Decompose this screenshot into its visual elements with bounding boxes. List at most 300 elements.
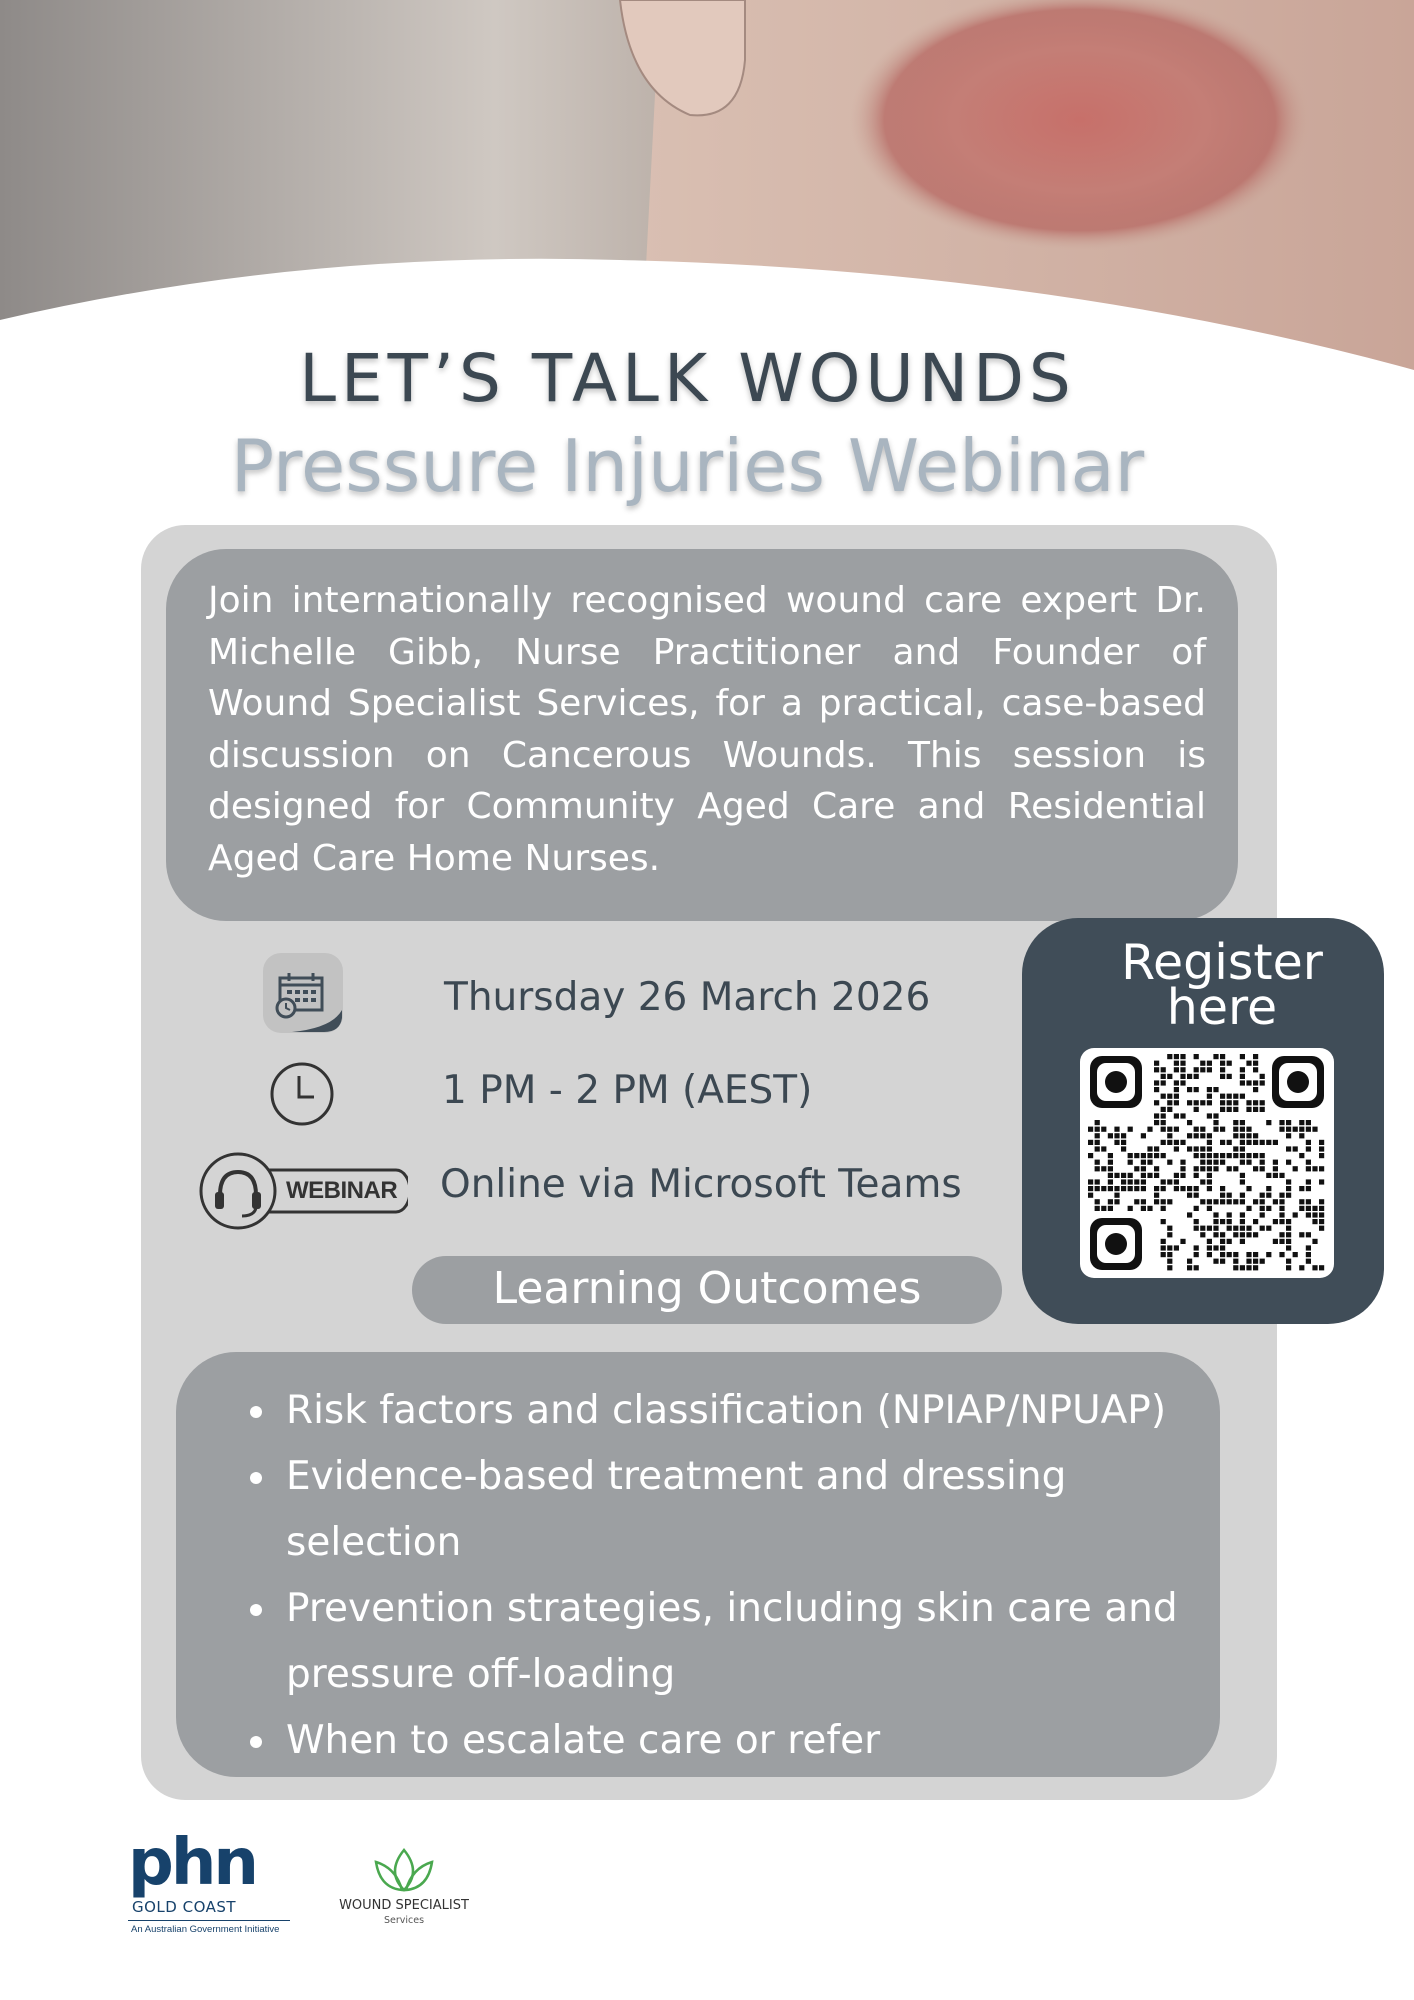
qr-module [1240,1160,1245,1165]
qr-module [1220,1140,1225,1145]
qr-module [1161,1127,1166,1132]
qr-module [1273,1219,1278,1224]
qr-module [1233,1232,1238,1237]
list-item: • Evidence-based treatment and dressing selection [280,1444,1190,1576]
qr-module [1266,1206,1271,1211]
register-card[interactable] [1022,918,1384,1324]
qr-module [1220,1199,1225,1204]
qr-module [1213,1153,1218,1158]
qr-module [1253,1067,1258,1072]
qr-module [1128,1153,1133,1158]
qr-module [1253,1153,1258,1158]
qr-module [1207,1087,1212,1092]
qr-module [1240,1120,1245,1125]
qr-module [1253,1265,1258,1270]
qr-module [1279,1212,1284,1217]
qr-module [1180,1140,1185,1145]
qr-module [1147,1153,1152,1158]
qr-module [1108,1166,1113,1171]
qr-module [1299,1133,1304,1138]
qr-module [1279,1199,1284,1204]
qr-module [1194,1067,1199,1072]
qr-module [1253,1219,1258,1224]
qr-module [1306,1212,1311,1217]
qr-module [1174,1245,1179,1250]
qr-module [1240,1153,1245,1158]
qr-module [1154,1199,1159,1204]
qr-module [1128,1179,1133,1184]
qr-module [1147,1160,1152,1165]
qr-module [1095,1206,1100,1211]
qr-module [1194,1265,1199,1270]
qr-module [1187,1133,1192,1138]
qr-module [1319,1212,1324,1217]
qr-module [1088,1186,1093,1191]
qr-module [1240,1239,1245,1244]
qr-module [1312,1212,1317,1217]
qr-module [1306,1127,1311,1132]
qr-module [1095,1179,1100,1184]
qr-module [1240,1265,1245,1270]
qr-module [1194,1153,1199,1158]
qr-module [1293,1166,1298,1171]
qr-module [1134,1153,1139,1158]
qr-module [1227,1226,1232,1231]
qr-module [1306,1160,1311,1165]
qr-module [1095,1133,1100,1138]
qr-module [1207,1173,1212,1178]
qr-module [1200,1146,1205,1151]
qr-module [1174,1100,1179,1105]
qr-module [1253,1140,1258,1145]
qr-module [1306,1199,1311,1204]
qr-module [1174,1173,1179,1178]
qr-module [1220,1061,1225,1066]
qr-module [1227,1140,1232,1145]
qr-module [1194,1166,1199,1171]
qr-module [1141,1166,1146,1171]
qr-module [1233,1127,1238,1132]
qr-module [1161,1094,1166,1099]
qr-module [1194,1100,1199,1105]
wss-logo-sub: Services [383,1915,425,1926]
qr-module [1121,1133,1126,1138]
webinar-badge-label: WEBINAR [286,1177,398,1204]
qr-module [1088,1153,1093,1158]
qr-module [1167,1160,1172,1165]
qr-module [1306,1245,1311,1250]
qr-module [1207,1140,1212,1145]
qr-module [1174,1054,1179,1059]
qr-module [1141,1179,1146,1184]
qr-module [1220,1054,1225,1059]
qr-module [1286,1193,1291,1198]
wss-logo-name: WOUND SPECIALIST [339,1898,469,1913]
qr-module [1161,1199,1166,1204]
qr-module [1167,1127,1172,1132]
register-line-1: Register [1121,934,1323,991]
qr-module [1220,1239,1225,1244]
qr-module [1187,1087,1192,1092]
event-location: Online via Microsoft Teams [440,1162,962,1207]
qr-module [1114,1186,1119,1191]
qr-module [1246,1259,1251,1264]
qr-module [1227,1153,1232,1158]
qr-module [1207,1252,1212,1257]
qr-module [1167,1252,1172,1257]
qr-module [1213,1226,1218,1231]
qr-module [1312,1265,1317,1270]
qr-module [1279,1219,1284,1224]
qr-module [1260,1226,1265,1231]
qr-module [1154,1087,1159,1092]
qr-module [1200,1160,1205,1165]
qr-module [1161,1067,1166,1072]
qr-module [1273,1140,1278,1145]
qr-module [1319,1219,1324,1224]
qr-module [1279,1252,1284,1257]
qr-module [1260,1160,1265,1165]
qr-module [1286,1179,1291,1184]
qr-module [1213,1259,1218,1264]
qr-module [1253,1232,1258,1237]
qr-module [1167,1074,1172,1079]
qr-module [1227,1252,1232,1257]
qr-module [1233,1094,1238,1099]
qr-module [1213,1113,1218,1118]
leaf-icon [330,1842,478,1898]
qr-module [1088,1179,1093,1184]
qr-module [1187,1186,1192,1191]
qr-module [1220,1074,1225,1079]
qr-module [1220,1245,1225,1250]
qr-module [1167,1100,1172,1105]
qr-module [1147,1206,1152,1211]
qr-module [1194,1074,1199,1079]
qr-module [1187,1259,1192,1264]
qr-module [1319,1206,1324,1211]
qr-module [1220,1160,1225,1165]
qr-module [1253,1061,1258,1066]
qr-module [1207,1245,1212,1250]
page-title: LET’S TALK WOUNDS [299,340,1076,417]
qr-module [1240,1199,1245,1204]
qr-module [1128,1186,1133,1191]
qr-module [1174,1087,1179,1092]
qr-module [1174,1067,1179,1072]
qr-module [1154,1193,1159,1198]
qr-module [1207,1239,1212,1244]
qr-module [1174,1179,1179,1184]
qr-module [1286,1160,1291,1165]
qr-module [1161,1206,1166,1211]
qr-module [1240,1212,1245,1217]
qr-module [1141,1186,1146,1191]
qr-module [1286,1265,1291,1270]
qr-module [1194,1226,1199,1231]
qr-module [1240,1140,1245,1145]
qr-module [1095,1186,1100,1191]
qr-module [1194,1193,1199,1198]
register-qr-code[interactable] [1080,1048,1334,1278]
list-item: • Risk factors and classification (NPIAP/NPUAP) [280,1378,1190,1444]
phn-logo-divider [128,1920,290,1921]
qr-module [1253,1133,1258,1138]
qr-module [1227,1094,1232,1099]
qr-module [1161,1113,1166,1118]
qr-module [1220,1107,1225,1112]
qr-module [1246,1127,1251,1132]
qr-module [1207,1061,1212,1066]
qr-module [1319,1226,1324,1231]
qr-module [1306,1259,1311,1264]
qr-module [1213,1199,1218,1204]
phn-logo-region: GOLD COAST [132,1898,237,1916]
qr-module [1279,1127,1284,1132]
calendar-icon [262,952,344,1034]
qr-module [1167,1133,1172,1138]
qr-module [1240,1179,1245,1184]
qr-module [1213,1166,1218,1171]
hero-photo [0,0,1414,380]
qr-module [1180,1113,1185,1118]
qr-module [1174,1113,1179,1118]
event-date: Thursday 26 March 2026 [444,975,931,1020]
qr-module [1319,1179,1324,1184]
qr-module [1233,1226,1238,1231]
qr-module [1200,1153,1205,1158]
qr-module [1101,1206,1106,1211]
qr-module [1312,1239,1317,1244]
headset-webinar-icon [198,1150,408,1232]
qr-module [1213,1120,1218,1125]
qr-module [1260,1100,1265,1105]
qr-module [1121,1146,1126,1151]
qr-module [1273,1166,1278,1171]
qr-module [1167,1226,1172,1231]
qr-module [1101,1127,1106,1132]
qr-module [1286,1232,1291,1237]
qr-module [1180,1160,1185,1165]
qr-module [1220,1259,1225,1264]
qr-module [1161,1074,1166,1079]
qr-module [1194,1173,1199,1178]
qr-module [1220,1067,1225,1072]
qr-module [1200,1133,1205,1138]
qr-module [1260,1166,1265,1171]
qr-module [1246,1153,1251,1158]
qr-module [1286,1259,1291,1264]
qr-module [1167,1054,1172,1059]
qr-module [1114,1173,1119,1178]
qr-module [1167,1140,1172,1145]
qr-module [1246,1100,1251,1105]
qr-module [1200,1166,1205,1171]
qr-module [1194,1127,1199,1132]
qr-module [1207,1199,1212,1204]
qr-module [1253,1080,1258,1085]
qr-module [1141,1206,1146,1211]
qr-module [1180,1186,1185,1191]
qr-module [1213,1232,1218,1237]
qr-module [1246,1080,1251,1085]
qr-module [1180,1166,1185,1171]
list-item: • Prevention strategies, including skin care and pressure off-loading [280,1576,1190,1708]
phn-gold-coast-logo [128,1826,294,1942]
qr-module [1161,1107,1166,1112]
qr-code-icon [1080,1048,1334,1278]
qr-module [1121,1186,1126,1191]
qr-module [1293,1212,1298,1217]
qr-module [1240,1133,1245,1138]
qr-module [1154,1153,1159,1158]
qr-module [1299,1265,1304,1270]
qr-module [1220,1232,1225,1237]
phn-logo-tagline: An Australian Government Initiative [131,1924,280,1935]
qr-module [1260,1107,1265,1112]
qr-module [1233,1199,1238,1204]
qr-module [1279,1206,1284,1211]
qr-module [1108,1186,1113,1191]
qr-module [1240,1193,1245,1198]
qr-module [1161,1153,1166,1158]
qr-module [1108,1133,1113,1138]
qr-module [1207,1206,1212,1211]
clock-icon [268,1060,336,1128]
qr-module [1088,1140,1093,1145]
qr-module [1240,1173,1245,1178]
qr-module [1240,1127,1245,1132]
qr-module [1299,1199,1304,1204]
qr-module [1154,1166,1159,1171]
qr-module [1108,1160,1113,1165]
qr-module [1220,1094,1225,1099]
qr-module [1227,1107,1232,1112]
qr-module [1088,1127,1093,1132]
qr-module [1220,1153,1225,1158]
qr-module [1167,1265,1172,1270]
qr-module [1180,1173,1185,1178]
qr-module [1200,1100,1205,1105]
qr-module [1227,1100,1232,1105]
qr-module [1273,1239,1278,1244]
qr-module [1207,1226,1212,1231]
qr-module [1213,1127,1218,1132]
qr-module [1167,1179,1172,1184]
qr-module [1246,1232,1251,1237]
qr-module [1108,1179,1113,1184]
qr-module [1207,1100,1212,1105]
qr-module [1266,1193,1271,1198]
qr-module [1095,1127,1100,1132]
qr-module [1220,1127,1225,1132]
qr-module [1200,1179,1205,1184]
qr-module [1180,1067,1185,1072]
qr-module [1187,1074,1192,1079]
qr-module [1253,1100,1258,1105]
qr-module [1194,1245,1199,1250]
qr-module [1207,1153,1212,1158]
qr-module [1167,1107,1172,1112]
qr-module [1200,1061,1205,1066]
qr-module [1128,1173,1133,1178]
qr-module [1200,1127,1205,1132]
register-heading [1022,934,1414,1036]
qr-module [1200,1226,1205,1231]
qr-module [1174,1127,1179,1132]
qr-module [1260,1153,1265,1158]
qr-module [1227,1239,1232,1244]
qr-module [1114,1193,1119,1198]
qr-module [1286,1226,1291,1231]
qr-module [1187,1100,1192,1105]
qr-module [1279,1120,1284,1125]
qr-module [1194,1133,1199,1138]
qr-module [1200,1199,1205,1204]
qr-module [1108,1153,1113,1158]
qr-module [1174,1146,1179,1151]
qr-module [1213,1087,1218,1092]
qr-module [1134,1166,1139,1171]
qr-module [1240,1074,1245,1079]
qr-module [1141,1153,1146,1158]
qr-module [1260,1140,1265,1145]
qr-module [1233,1166,1238,1171]
qr-module [1233,1133,1238,1138]
qr-module [1101,1186,1106,1191]
qr-module [1246,1206,1251,1211]
qr-module [1154,1120,1159,1125]
qr-module [1167,1094,1172,1099]
qr-module [1154,1146,1159,1151]
qr-module [1246,1061,1251,1066]
qr-module [1286,1219,1291,1224]
qr-module [1233,1146,1238,1151]
qr-module [1213,1245,1218,1250]
qr-module [1194,1054,1199,1059]
qr-module [1240,1080,1245,1085]
qr-module [1187,1120,1192,1125]
qr-module [1154,1061,1159,1066]
qr-module [1240,1146,1245,1151]
qr-module [1253,1166,1258,1171]
qr-module [1266,1226,1271,1231]
qr-module [1174,1080,1179,1085]
qr-module [1246,1140,1251,1145]
qr-module [1299,1232,1304,1237]
qr-module [1319,1166,1324,1171]
qr-module [1233,1259,1238,1264]
qr-module [1227,1166,1232,1171]
qr-module [1299,1206,1304,1211]
qr-module [1240,1094,1245,1099]
qr-module [1114,1199,1119,1204]
qr-module [1227,1199,1232,1204]
qr-module [1095,1140,1100,1145]
qr-module [1246,1252,1251,1257]
qr-module [1240,1232,1245,1237]
qr-module [1233,1153,1238,1158]
qr-module [1180,1239,1185,1244]
qr-module [1128,1160,1133,1165]
wound-specialist-logo [330,1842,478,1932]
qr-module [1286,1133,1291,1138]
qr-module [1279,1239,1284,1244]
qr-module [1233,1265,1238,1270]
qr-module [1141,1133,1146,1138]
qr-module [1161,1239,1166,1244]
qr-module [1154,1173,1159,1178]
